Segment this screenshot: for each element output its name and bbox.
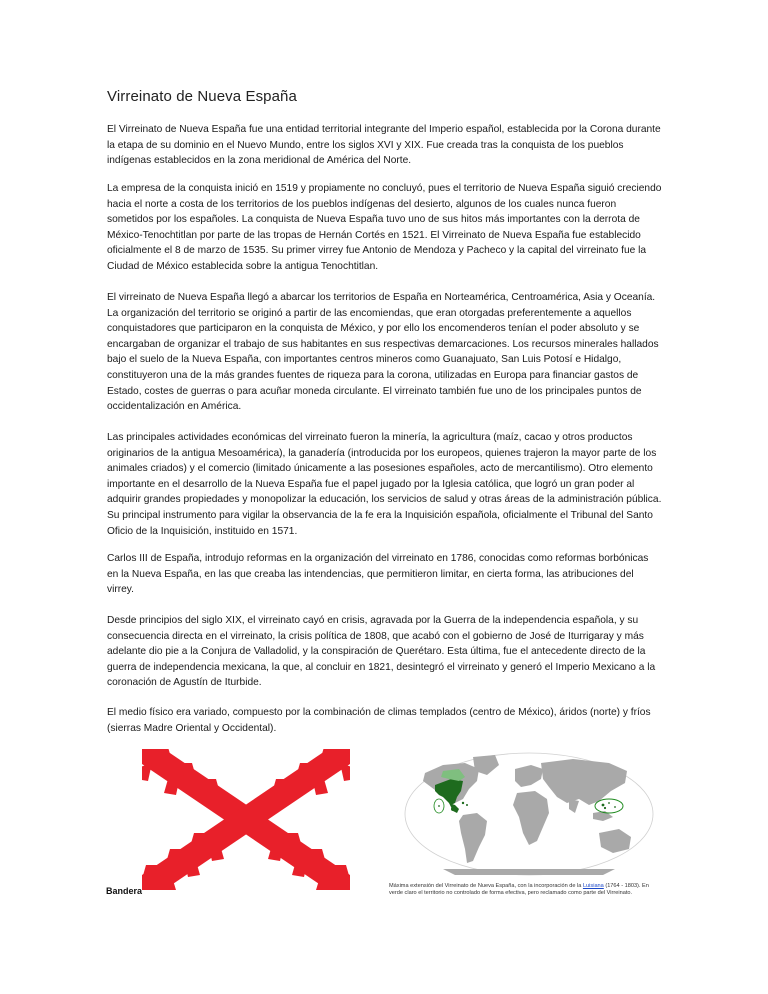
paragraph: El Virreinato de Nueva España fue una entidad territorial integrante del Imperio español, establecida por la Corona durante la etapa de su dominio en el Nuevo Mundo, entre los siglos XVI y XIX. Fue creada tras la conquista de los pueblos indígenas establecidos en la zona meridional de América del Norte.	[107, 124, 661, 167]
world-map-icon	[403, 751, 655, 877]
cross-of-burgundy-flag-icon	[142, 749, 350, 890]
paragraph: El virreinato de Nueva España llegó a abarcar los territorios de España en Norteamérica, Centroamérica, Asia y Oceanía. La organización del territorio se originó a partir de las encomiendas, que eran otorgadas preferentemente a aquellos conquistadores que participaron en la conquista de México, y por ello los encomenderos tenían el poder absoluto y se encargaban de organizar el trabajo de sus habitantes en sus respectivas demarcaciones. Los recursos minerales hallados bajo el suelo de la Nueva España, con importantes centros mineros como Guanajuato, San Luis Potosí e Hidalgo, constituyeron una de la más grandes fuentes de riqueza para la corona, utilizadas en Europa para financiar gastos de Estado, costes de guerras o para acuñar moneda circulante. El virreinato también fue uno de los principales puntos de occidentalización en América.	[107, 292, 659, 413]
map-caption-text: (1764 - 1803). En verde claro el territorio no controlado de forma efectiva, pero reclamado como parte del Virreinato.	[389, 883, 649, 896]
map-caption-link[interactable]: Luisiana	[582, 883, 604, 889]
paragraph: Las principales actividades económicas del virreinato fueron la minería, la agricultura (maíz, cacao y otros productos originarios de la antigua Mesoamérica), la ganadería (introducida por los europeos, quienes trajeron la mayor parte de los animales criados) y el comercio (limitado únicamente a las posesiones españoles, acto de mercantilismo). Otro elemento importante en el desarrollo de la Nueva España fue el papel jugado por la Iglesia católica, que logró un gran poder al adquirir grandes propiedades y monopolizar la educación, los servicios de salud y otras áreas de la administración pública. Su principal instrumento para vigilar la observancia de la fe era la Inquisición española, oficialmente el Tribunal del Santo Oficio de la Inquisición, instituido en 1571.	[107, 432, 662, 537]
paragraph: La empresa de la conquista inició en 1519 y propiamente no concluyó, pues el territorio de Nueva España siguió creciendo hacia el norte a costa de los territorios de los pueblos indígenas del desierto, algunos de los cuales nunca fueron sometidos por los españoles. La conquista de Nueva España tuvo uno de sus hitos más importantes con la derrota de México-Tenochtitlan por parte de las tropas de Hernán Cortés en 1521. El Virreinato de Nueva España fue establecido oficialmente el 8 de marzo de 1535. Su primer virrey fue Antonio de Mendoza y Pacheco y la capital del virreinato fue la Ciudad de México establecida sobre la antigua Tenochtitlan.	[107, 183, 662, 272]
paragraph: Desde principios del siglo XIX, el virreinato cayó en crisis, agravada por la Guerra de la independencia española, y su consecuencia directa en el virreinato, la crisis política de 1808, que acabó con el gobierno de José de Iturrigaray y más adelante dio pie a la Conjura de Valladolid, y la conspiración de Querétaro. Esta última, fue el antecedente directo de la guerra de independencia mexicana, la que, al concluir en 1821, desintegró el virreinato y generó el Imperio Mexicano a la coronación de Agustín de Iturbide.	[107, 615, 656, 689]
map-caption-text: Máxima extensión del Virreinato de Nueva España, con la incorporación de la	[389, 883, 583, 889]
page-title: Virreinato de Nueva España	[107, 88, 297, 105]
map-caption	[389, 883, 659, 897]
paragraph: Carlos III de España, introdujo reformas en la organización del virreinato en 1786, conocidas como reformas borbónicas en la Nueva España, en las que creaba las intendencias, que permitieron limitar, en cierta forma, las atribuciones del virrey.	[107, 553, 649, 596]
flag-caption: Bandera	[106, 886, 143, 896]
paragraph: El medio físico era variado, compuesto por la combinación de climas templados (centro de México), áridos (norte) y fríos (sierras Madre Oriental y Occidental).	[107, 707, 651, 734]
